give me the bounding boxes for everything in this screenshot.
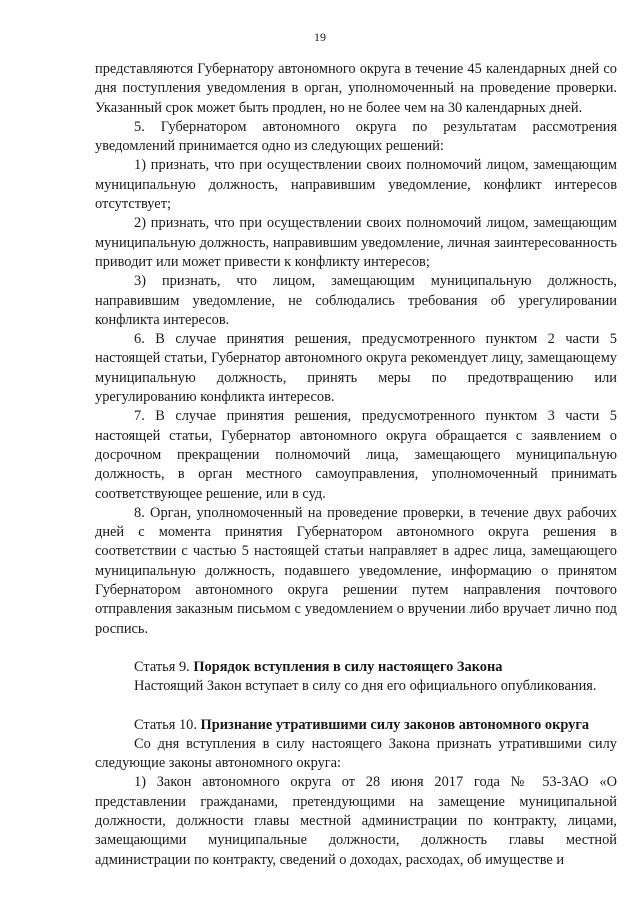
paragraph-part-5: 5. Губернатором автономного округа по результатам рассмотрения уведомлений принимается одно из следующих решений: xyxy=(95,118,617,155)
paragraph-decision-2: 2) признать, что при осуществлении своих полномочий лицом, замещающим муниципальную должность, направившим уведомление, личная заинтересованность приводит или может привести к конфликту интересов; xyxy=(95,215,617,270)
paragraph-part-7: 7. В случае принятия решения, предусмотренного пунктом 3 части 5 настоящей статьи, Губернатор автономного округа обращается с заявлением о досрочном прекращении полномочий лица, замещающего муниципальную должность, в орган местного самоуправления, уполномоченный принимать соответствующее решение, или в суд. xyxy=(95,408,617,502)
spacer xyxy=(95,639,617,658)
article-9-body: Настоящий Закон вступает в силу со дня его официального опубликования. xyxy=(134,678,597,695)
paragraph-decision-1: 1) признать, что при осуществлении своих полномочий лицом, замещающим муниципальную должность, направившим уведомление, конфликт интересов отсутствует; xyxy=(95,157,617,213)
article-9-heading xyxy=(95,658,617,677)
page-number: 19 xyxy=(314,30,326,44)
document-body xyxy=(95,60,617,870)
spacer xyxy=(95,697,617,716)
article-9-title: Порядок вступления в силу настоящего Закона xyxy=(193,658,503,675)
article-10-title: Признание утратившими силу законов автономного округа xyxy=(200,716,590,733)
paragraph-part-8: 8. Орган, уполномоченный на проведение проверки, в течение двух рабочих дней с момента принятия Губернатором автономного округа решения в соответствии с частью 5 настоящей статьи направляет в адрес лица, замещающего муниципальную должность, подавшего уведомление, информацию о принятом Губернатором автономного округа решении путем направления почтового отправления заказным письмом с уведомлением о вручении либо вручает лично под роспись. xyxy=(95,504,617,637)
paragraph-decision-3: 3) признать, что лицом, замещающим муниципальную должность, направившим уведомление, не соблюдались требования об урегулировании конфликта интересов. xyxy=(95,273,617,328)
paragraph-part-6: 6. В случае принятия решения, предусмотренного пунктом 2 части 5 настоящей статьи, Губернатор автономного округа рекомендует лицу, замещающему муниципальную должность, принять меры по предотвращению или урегулированию конфликта интересов. xyxy=(95,331,617,406)
article-10-intro: Со дня вступления в силу настоящего Закона признать утратившими силу следующие законы автономного округа: xyxy=(95,735,617,772)
article-10-prefix: Статья 10. xyxy=(134,716,201,733)
paragraph-deadline: представляются Губернатору автономного округа в течение 45 календарных дней со дня поступления уведомления в орган, уполномоченный на проведение проверки. Указанный срок может быть продлен, но не более чем на 30 календарных дней. xyxy=(95,61,617,116)
article-9-prefix: Статья 9. xyxy=(134,658,194,675)
article-10-item-1: 1) Закон автономного округа от 28 июня 2017 года № 53-ЗАО «О представлении гражданами, претендующими на замещение муниципальной должности, должности главы местной администрации по контракту, лицами, замещающими муниципальные должности, должность главы местной администрации по контракту, сведений о доходах, расходах, об имуществе и xyxy=(95,774,617,868)
article-10-heading xyxy=(95,716,617,735)
